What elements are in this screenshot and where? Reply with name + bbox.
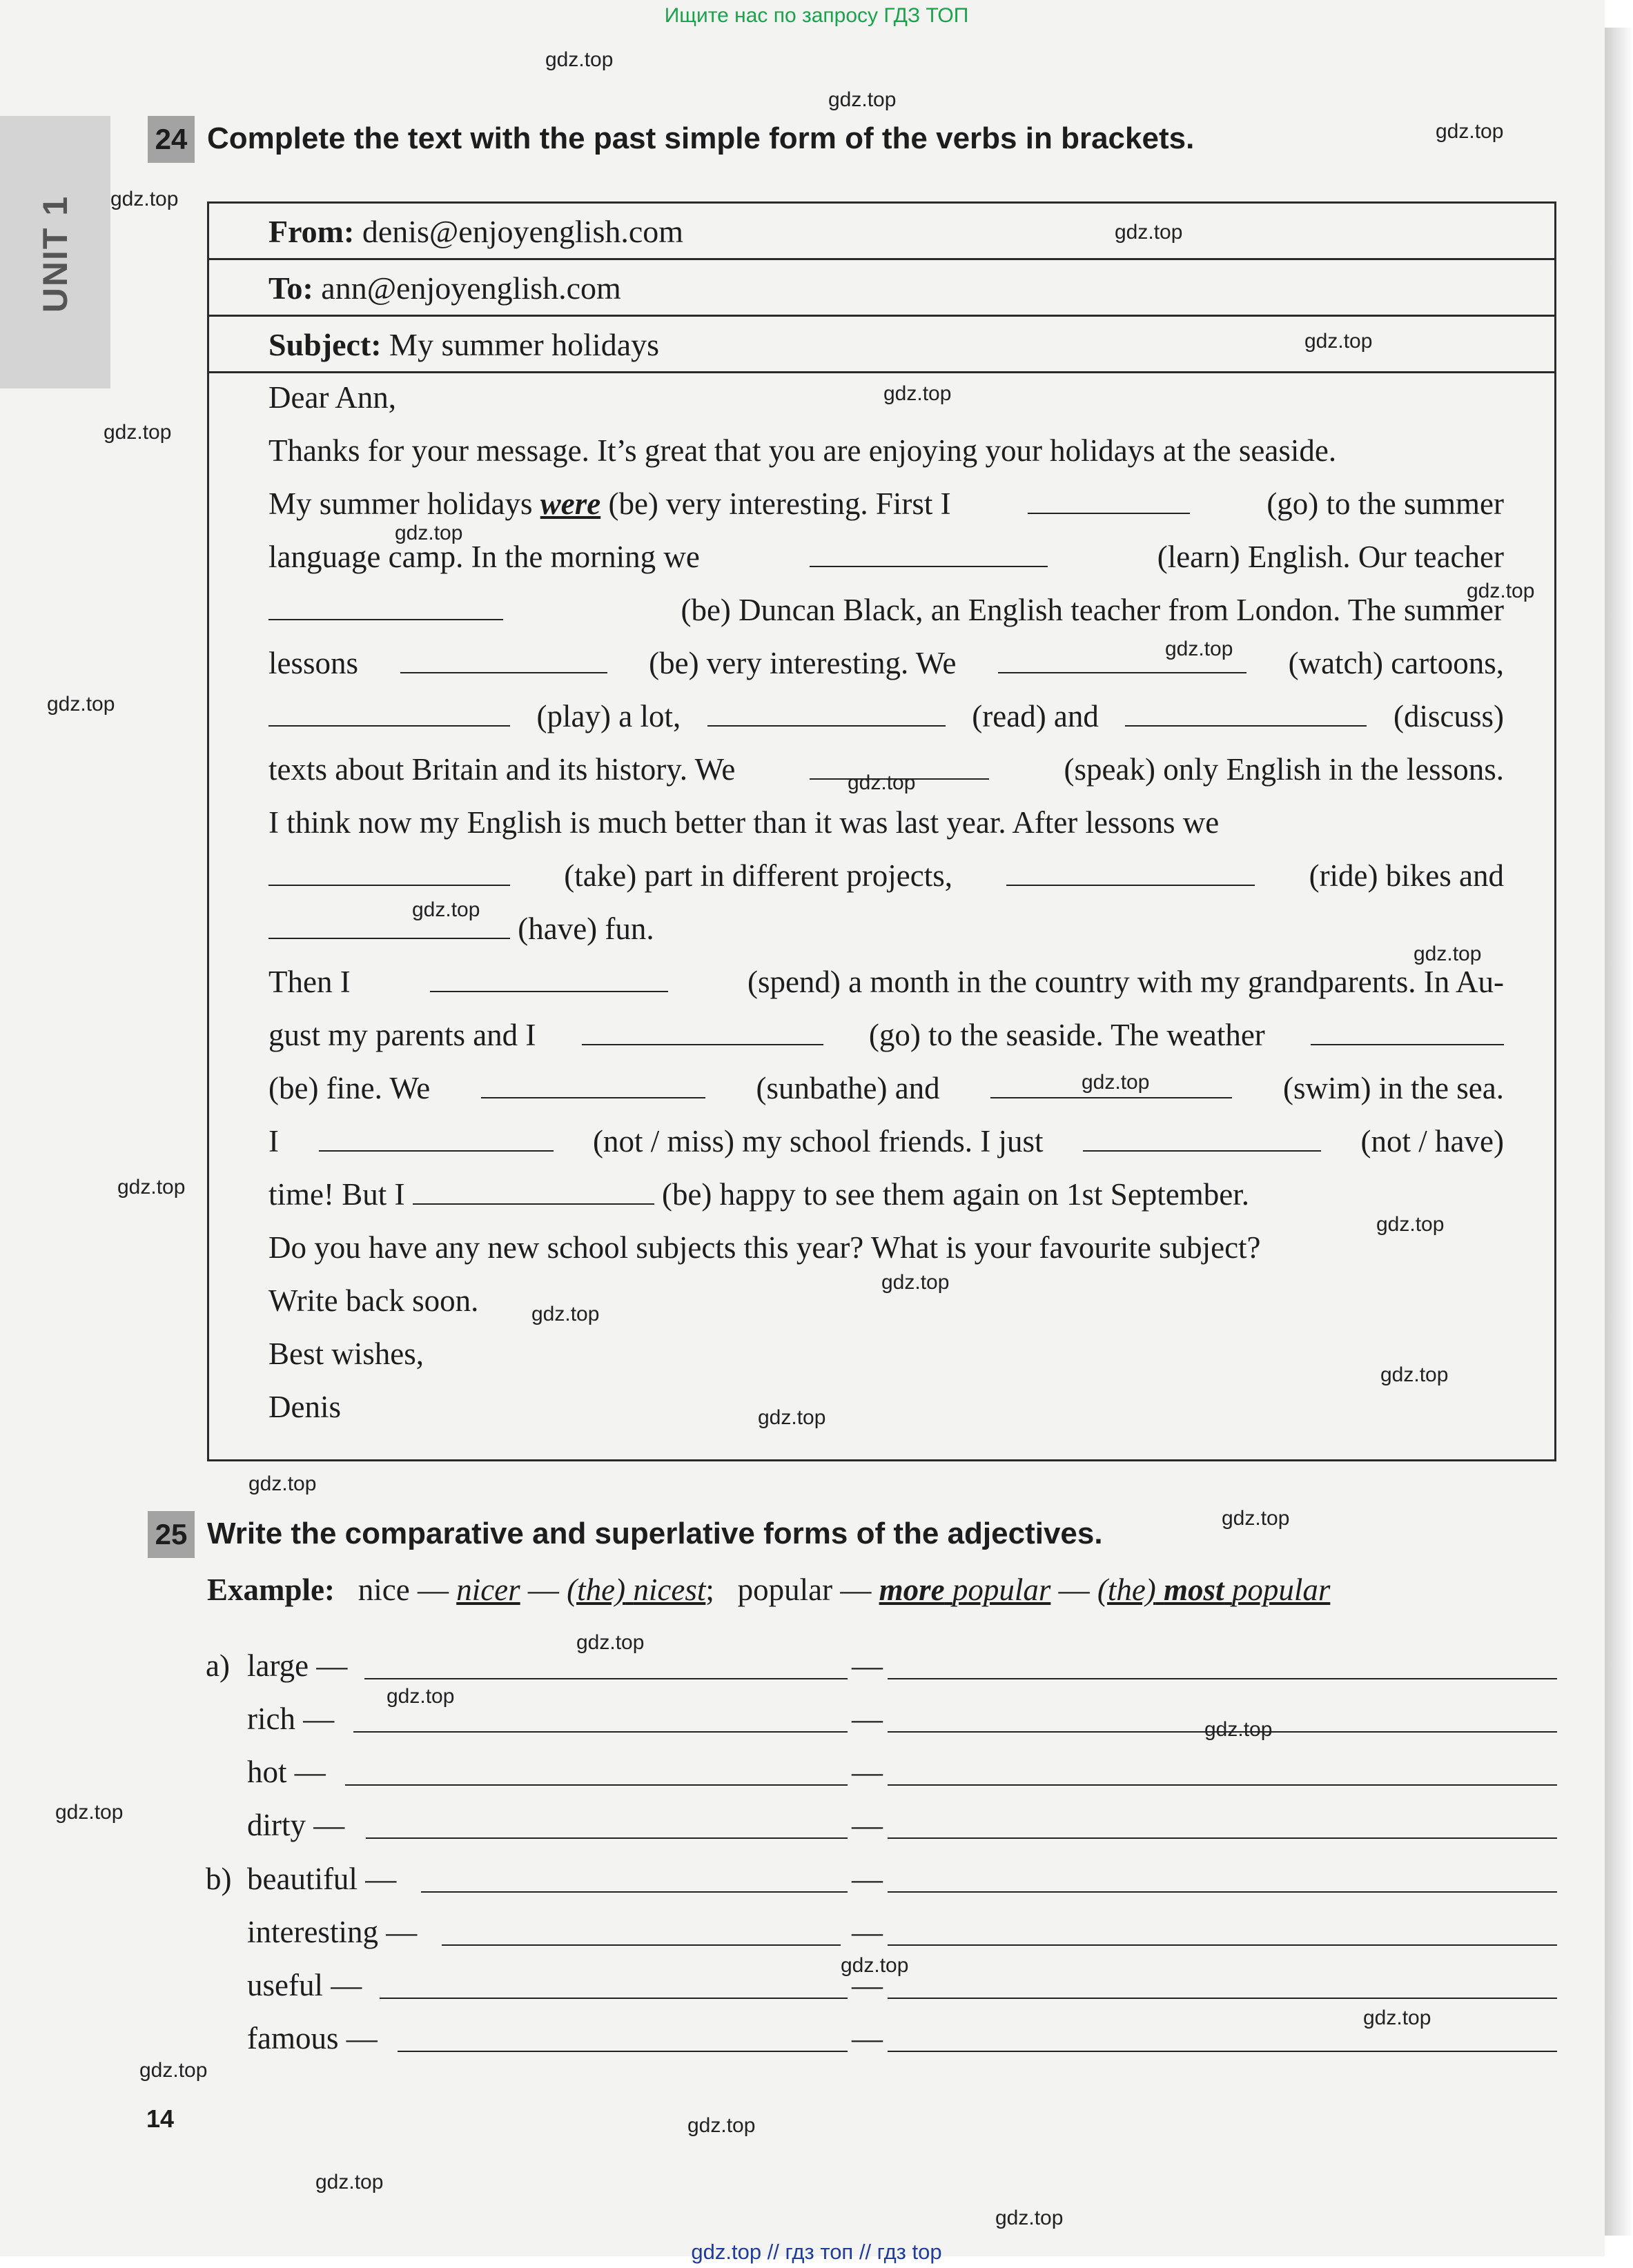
p2-line-4 [268, 1115, 1504, 1167]
answer-blank[interactable] [582, 1009, 823, 1045]
group-a-label: a) [206, 1648, 230, 1683]
dash: — [852, 1755, 883, 1789]
comparative-blank[interactable] [442, 1944, 841, 1946]
example-label: Example: [207, 1572, 335, 1607]
ex1-sep: ; [705, 1572, 714, 1607]
text: (spend) a month in the country with my grandparents. In Au- [747, 965, 1504, 999]
watermark: gdz.top [1115, 221, 1183, 244]
answer-blank[interactable] [268, 850, 510, 886]
p1-line-5 [268, 637, 1504, 689]
adjective-rich: rich — [247, 1702, 335, 1736]
text: I [268, 1124, 279, 1158]
watermark: gdz.top [1304, 330, 1373, 353]
adjective-beautiful: beautiful — [247, 1862, 397, 1896]
email-from-row [209, 204, 1554, 260]
text: (ride) bikes and [1309, 858, 1504, 893]
text: (swim) in the sea. [1283, 1071, 1504, 1105]
watermark: gdz.top [1436, 120, 1504, 143]
adjective-useful: useful — [247, 1968, 362, 2002]
watermark: gdz.top [828, 88, 897, 111]
text: lessons [268, 646, 359, 680]
answer-blank[interactable] [319, 1116, 554, 1152]
watermark: gdz.top [117, 1176, 186, 1199]
watermark: gdz.top [110, 188, 179, 210]
p1-line-6 [268, 690, 1504, 742]
text: (go) to the summer [1267, 486, 1504, 521]
watermark: gdz.top [531, 1303, 600, 1325]
comparative-blank[interactable] [421, 1891, 848, 1893]
comparative-blank[interactable] [364, 1678, 848, 1679]
superlative-blank[interactable] [888, 1784, 1557, 1786]
to-label: To: [268, 270, 313, 306]
answer-blank[interactable] [268, 691, 510, 727]
unit-tab [0, 116, 110, 388]
watermark: gdz.top [248, 1472, 317, 1495]
answer-blank[interactable] [1028, 478, 1190, 514]
adjective-hot: hot — [247, 1755, 326, 1789]
answer-blank[interactable] [400, 638, 607, 673]
text: My summer holidays [268, 486, 533, 521]
watermark: gdz.top [1165, 638, 1233, 660]
text: texts about Britain and its history. We [268, 752, 736, 787]
watermark: gdz.top [841, 1954, 909, 1977]
text: (watch) cartoons, [1288, 646, 1504, 680]
answer-blank[interactable] [1311, 1009, 1504, 1045]
answer-blank[interactable] [810, 531, 1048, 567]
superlative-blank[interactable] [888, 1944, 1557, 1946]
bottom-banner[interactable]: gdz.top // гдз топ // гдз top [691, 2240, 942, 2264]
ex2-popular-2: popular [1231, 1572, 1331, 1607]
text: (go) to the seaside. The weather [868, 1018, 1265, 1052]
answer-blank[interactable] [413, 1169, 654, 1205]
p2-line-2 [268, 1009, 1504, 1061]
dash: — [852, 1648, 883, 1683]
text: gust my parents and I [268, 1018, 536, 1052]
closing-wishes: Best wishes, [268, 1337, 424, 1371]
text: Then I [268, 965, 351, 999]
text: (read) and [972, 699, 1099, 733]
p1-line-1 [268, 424, 1504, 477]
watermark: gdz.top [576, 1631, 645, 1654]
watermark: gdz.top [139, 2059, 208, 2082]
text: (not / have) [1360, 1124, 1504, 1158]
dash: — [852, 1968, 883, 2002]
text: language camp. In the morning we [268, 540, 700, 574]
comparative-blank[interactable] [345, 1784, 848, 1786]
from-value: denis@enjoyenglish.com [362, 214, 684, 249]
top-banner[interactable]: Ищите нас по запросу ГДЗ ТОП [664, 4, 969, 27]
text: I think now my English is much better than it was last year. After lessons we [268, 805, 1220, 840]
p1-line-9 [268, 849, 1504, 902]
superlative-blank[interactable] [888, 1678, 1557, 1679]
p1-line-4 [268, 584, 1504, 636]
watermark: gdz.top [883, 382, 952, 405]
unit-tab-label: UNIT 1 [36, 195, 75, 313]
text: (learn) English. Our teacher [1157, 540, 1504, 574]
answer-blank[interactable] [707, 691, 946, 727]
p1-line-8 [268, 796, 1504, 849]
text: (be) very interesting. We [649, 646, 957, 680]
ex1-base: nice — [358, 1572, 449, 1607]
exercise-24-number: 24 [148, 116, 195, 163]
answer-blank[interactable] [1006, 850, 1255, 886]
ex2-more: more [879, 1572, 945, 1607]
closing-name: Denis [268, 1390, 341, 1424]
ex1-the: (the) [567, 1572, 626, 1607]
adjective-dirty: dirty — [247, 1808, 345, 1842]
superlative-blank[interactable] [888, 2051, 1557, 2052]
p2-line-1 [268, 956, 1504, 1008]
ex1-dash: — [527, 1572, 559, 1607]
watermark: gdz.top [1380, 1363, 1449, 1386]
closing-question: Do you have any new school subjects this year? What is your favourite subject? [268, 1230, 1261, 1265]
answer-blank[interactable] [481, 1063, 705, 1098]
comparative-blank[interactable] [353, 1731, 848, 1733]
example-answer: were [540, 486, 601, 521]
adjective-famous: famous — [247, 2021, 378, 2055]
ex2-popular: popular [952, 1572, 1051, 1607]
watermark: gdz.top [47, 693, 115, 716]
dash: — [852, 1702, 883, 1736]
dash: — [852, 1915, 883, 1949]
watermark: gdz.top [1204, 1718, 1273, 1741]
answer-blank[interactable] [268, 584, 503, 620]
ex1-comparative: nicer [456, 1572, 520, 1607]
p2-line-5 [268, 1168, 1504, 1221]
exercise-25-number: 25 [148, 1511, 195, 1558]
ex2-dash: — [1058, 1572, 1090, 1607]
dash: — [852, 1808, 883, 1842]
exercise-24-title: Complete the text with the past simple form of the verbs in brackets. [207, 121, 1195, 155]
exercise-25-title: Write the comparative and superlative forms of the adjectives. [207, 1517, 1103, 1550]
page-edge-shadow [1605, 28, 1633, 2236]
text: (sunbathe) and [756, 1071, 940, 1105]
watermark: gdz.top [758, 1406, 826, 1429]
ex2-most: most [1164, 1572, 1224, 1607]
text: (be) happy to see them again on 1st September. [661, 1177, 1249, 1212]
superlative-blank[interactable] [888, 1837, 1557, 1839]
watermark: gdz.top [848, 771, 916, 794]
ex2-base: popular — [737, 1572, 872, 1607]
watermark: gdz.top [995, 2207, 1064, 2229]
watermark: gdz.top [104, 421, 172, 444]
p2-line-3 [268, 1062, 1504, 1114]
dash: — [852, 1862, 883, 1896]
watermark: gdz.top [1467, 580, 1535, 602]
adjective-interesting: interesting — [247, 1915, 418, 1949]
text: (be) very interesting. First I [608, 486, 951, 521]
watermark: gdz.top [1082, 1071, 1150, 1094]
text: (speak) only English in the lessons. [1064, 752, 1504, 787]
answer-blank[interactable] [1083, 1116, 1321, 1152]
greeting: Dear Ann, [268, 380, 396, 415]
comparative-blank[interactable] [366, 1837, 848, 1839]
watermark: gdz.top [387, 1685, 455, 1708]
page-number: 14 [146, 2104, 175, 2133]
superlative-blank[interactable] [888, 1998, 1557, 1999]
answer-blank[interactable] [430, 956, 668, 992]
watermark: gdz.top [315, 2171, 384, 2193]
text: (play) a lot, [536, 699, 681, 733]
ex1-superlative: nicest [633, 1572, 706, 1607]
text: (take) part in different projects, [564, 858, 952, 893]
superlative-blank[interactable] [888, 1891, 1557, 1893]
watermark: gdz.top [412, 898, 480, 921]
watermark: gdz.top [1414, 943, 1482, 965]
group-b-label: b) [206, 1862, 232, 1896]
closing-write-back: Write back soon. [268, 1283, 479, 1318]
to-value: ann@enjoyenglish.com [321, 270, 621, 306]
watermark: gdz.top [687, 2114, 756, 2137]
comparative-blank[interactable] [398, 2051, 848, 2052]
adjective-large: large — [247, 1648, 348, 1683]
text: (be) fine. We [268, 1071, 431, 1105]
watermark: gdz.top [1363, 2006, 1431, 2029]
text: Thanks for your message. It’s great that you are enjoying your holidays at the seaside. [268, 433, 1337, 468]
example-line [207, 1572, 1518, 1608]
from-label: From: [268, 214, 355, 249]
text: (not / miss) my school friends. I just [593, 1124, 1044, 1158]
text: time! But I [268, 1177, 405, 1212]
text: (discuss) [1393, 699, 1504, 733]
ex2-the: (the) [1097, 1572, 1156, 1607]
text: (have) fun. [518, 911, 654, 946]
watermark: gdz.top [545, 48, 614, 71]
watermark: gdz.top [881, 1271, 950, 1294]
answer-blank[interactable] [1125, 691, 1367, 727]
comparative-blank[interactable] [380, 1998, 848, 1999]
dash: — [852, 2021, 883, 2055]
watermark: gdz.top [55, 1801, 124, 1824]
text: (be) Duncan Black, an English teacher from London. The summer [681, 593, 1504, 627]
watermark: gdz.top [395, 522, 463, 544]
subject-value: My summer holidays [389, 327, 660, 362]
watermark: gdz.top [1376, 1213, 1445, 1236]
email-to-row [209, 260, 1554, 317]
watermark: gdz.top [1222, 1507, 1290, 1530]
subject-label: Subject: [268, 327, 382, 362]
